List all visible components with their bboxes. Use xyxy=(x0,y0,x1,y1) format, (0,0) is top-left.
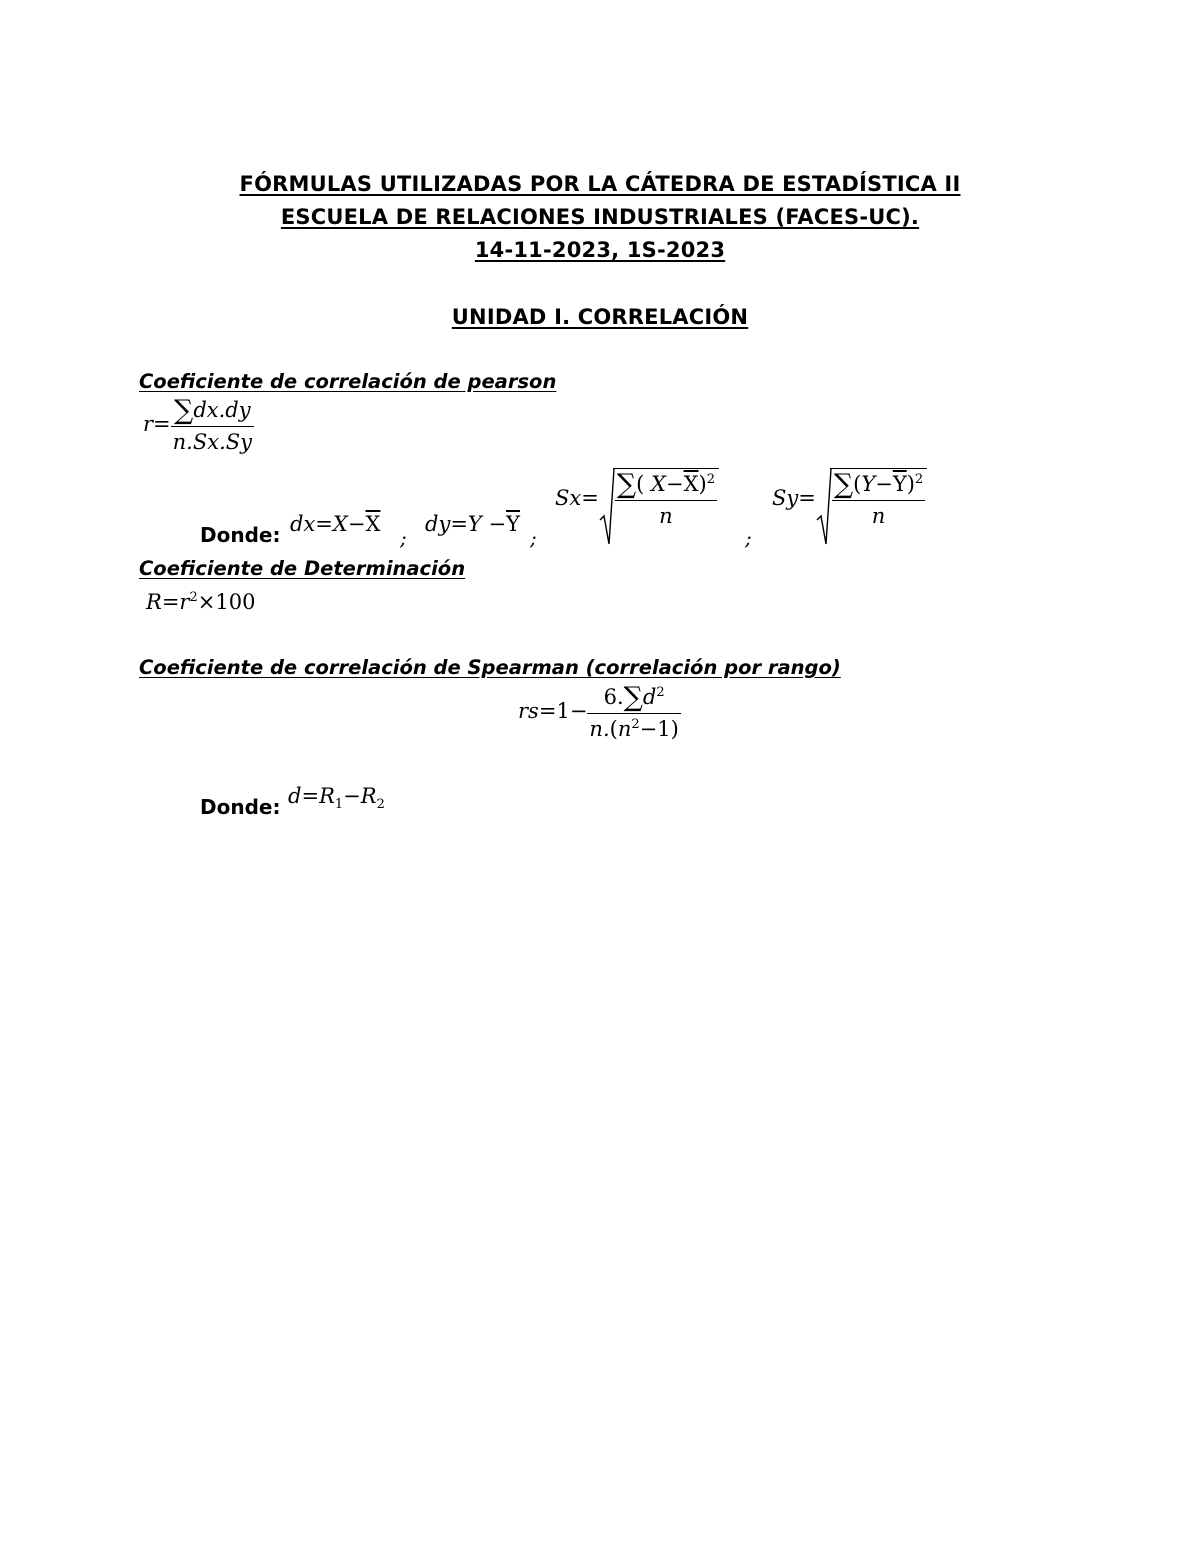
separator: ; xyxy=(530,526,537,550)
document-title: FÓRMULAS UTILIZADAS POR LA CÁTEDRA DE ESTADÍSTICA II xyxy=(239,172,961,196)
pearson-denominator: n.Sx.Sy xyxy=(172,430,253,454)
document-subtitle: ESCUELA DE RELACIONES INDUSTRIALES (FACES-UC). xyxy=(280,205,920,229)
sy-definition: Sy= $\frac{\sum(Y-\overline{Y})^2}{n}$ xyxy=(772,468,927,528)
sqrt-symbol: $\frac{\sum( X-\overline{X})^2}{n}$ xyxy=(599,468,719,528)
determination-formula: $R=r^2\times 100$ xyxy=(146,590,256,614)
pearson-formula: r= $\frac{\sum dx.dy}{n.Sx.Sy}$ xyxy=(143,395,253,454)
spearman-donde-label: Donde: xyxy=(200,795,281,819)
pearson-fraction xyxy=(171,397,254,454)
pearson-section-title: Coeficiente de correlación de pearson xyxy=(139,370,557,393)
separator: ; xyxy=(400,526,407,550)
spearman-section-title: Coeficiente de correlación de Spearman (correlación por rango) xyxy=(139,656,841,679)
spearman-fraction: $\frac{6.\sum d^2}{n.(n^2-1)}$ xyxy=(589,682,679,741)
d-definition: $d=R_1-R_2$ xyxy=(288,784,385,813)
dy-definition: $dy=Y -\overline{Y}$ xyxy=(425,512,520,536)
pearson-numerator: dx.dy xyxy=(193,398,251,422)
sum-symbol: ∑ xyxy=(174,395,194,426)
document-date: 14-11-2023, 1S-2023 xyxy=(474,238,726,262)
unit-title: UNIDAD I. CORRELACIÓN xyxy=(451,305,749,329)
sqrt-symbol: $\frac{\sum(Y-\overline{Y})^2}{n}$ xyxy=(816,468,927,528)
pearson-donde-label: Donde: xyxy=(200,523,281,547)
spearman-formula: rs=1− $\frac{6.\sum d^2}{n.(n^2-1)}$ xyxy=(518,682,679,741)
determination-section-title: Coeficiente de Determinación xyxy=(139,557,466,580)
dx-definition: $dx=X-\overline{X}$ xyxy=(290,512,381,536)
sx-definition: Sx= $\frac{\sum( X-\overline{X})^2}{n}$ xyxy=(555,468,719,528)
separator: ; xyxy=(745,526,752,550)
